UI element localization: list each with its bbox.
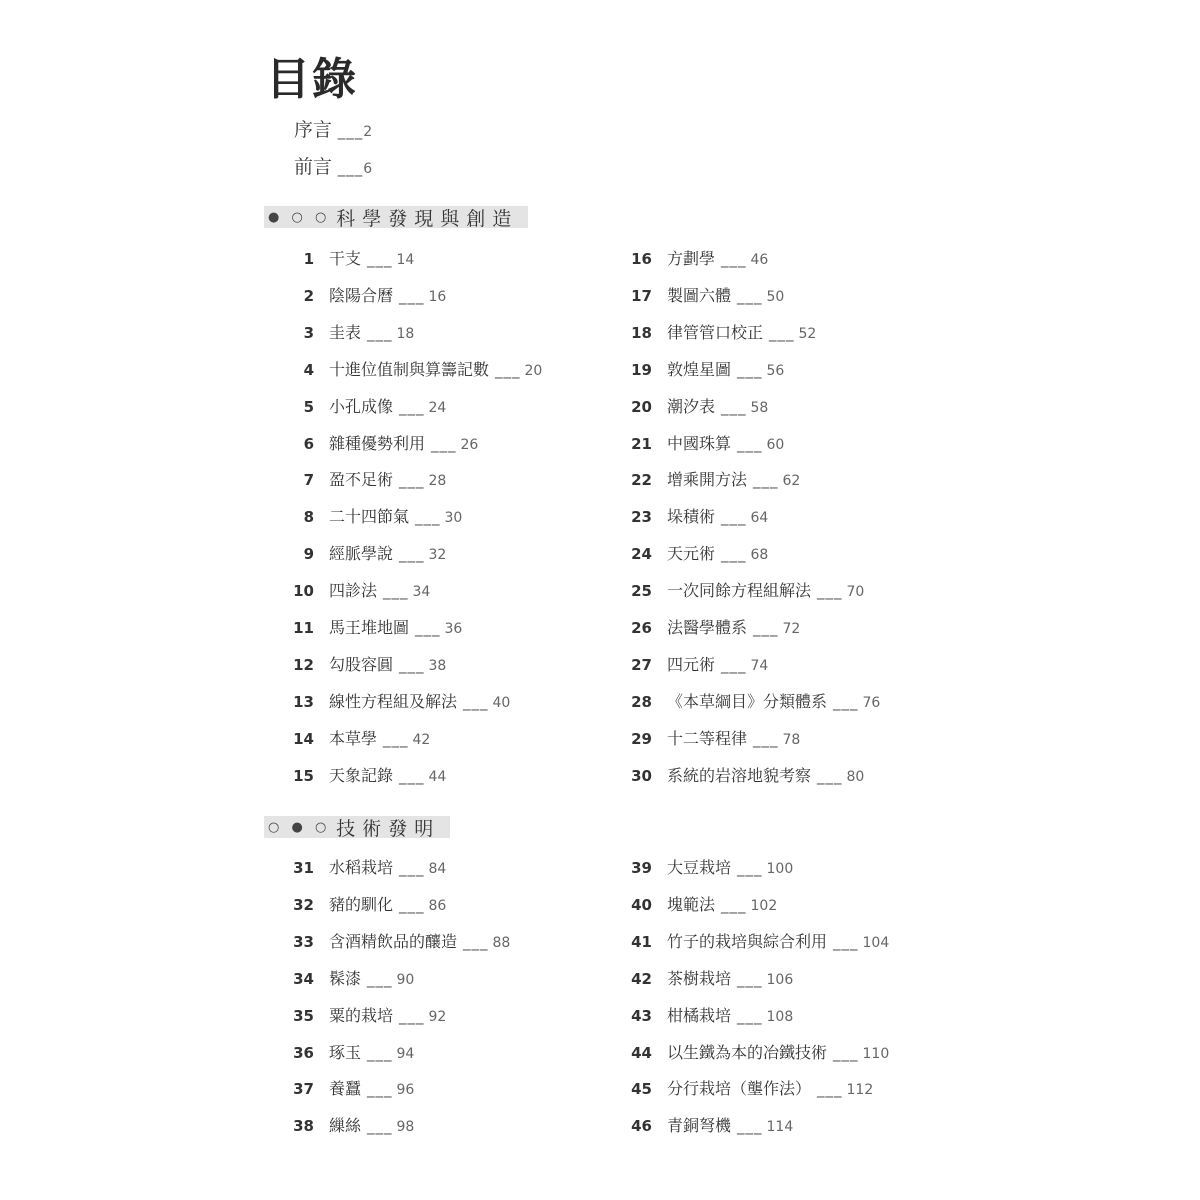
toc-entry[interactable] <box>626 431 784 455</box>
toc-entry[interactable] <box>626 1040 889 1064</box>
entry-number: 3 <box>303 323 314 342</box>
pre-entry[interactable] <box>294 118 372 144</box>
leader-line: ___ <box>367 1043 393 1062</box>
entry-title: 天象記錄 <box>329 765 394 785</box>
entry-title: 竹子的栽培與綜合利用 <box>667 931 828 951</box>
toc-entry[interactable] <box>626 892 777 916</box>
entry-title: 水稻栽培 <box>329 858 394 877</box>
entry-number: 29 <box>631 729 652 748</box>
entry-title: 增乘開方法 <box>667 470 748 490</box>
page-number: 30 <box>444 510 463 527</box>
toc-entry[interactable] <box>288 283 446 307</box>
toc-entry[interactable] <box>288 394 446 418</box>
leader-line: ___ <box>399 766 425 785</box>
leader-line: ___ <box>721 655 747 674</box>
entry-title: 中國珠算 <box>667 433 732 453</box>
leader-line: ___ <box>332 159 364 177</box>
page-number: 80 <box>846 768 865 785</box>
leader-line: ___ <box>415 619 441 637</box>
toc-entry[interactable] <box>288 1076 414 1100</box>
page-number: 74 <box>750 657 769 674</box>
page-number: 70 <box>846 584 865 601</box>
section-header <box>264 816 450 838</box>
pre-entry-title: 前言 <box>294 156 333 178</box>
entry-title: 盈不足術 <box>329 470 394 490</box>
entry-title: 方劃學 <box>667 249 716 268</box>
entry-number: 14 <box>293 729 314 748</box>
page-number: 86 <box>428 897 447 914</box>
toc-entry[interactable] <box>288 431 478 455</box>
toc-entry[interactable] <box>288 892 446 916</box>
entry-number: 2 <box>303 286 314 305</box>
leader-line: ___ <box>753 471 779 490</box>
entry-number: 39 <box>631 859 652 877</box>
entry-number: 24 <box>631 545 652 564</box>
entry-title: 髹漆 <box>329 968 362 988</box>
leader-line: ___ <box>399 286 425 305</box>
toc-entry[interactable] <box>626 504 768 528</box>
leader-line: ___ <box>817 582 843 601</box>
entry-number: 15 <box>293 766 314 785</box>
leader-line: ___ <box>463 692 489 711</box>
page-number: 94 <box>396 1045 415 1062</box>
toc-entry[interactable] <box>288 652 446 676</box>
entry-title: 分行栽培（壟作法） <box>667 1079 812 1099</box>
section-title: 技術發明 <box>336 817 441 840</box>
page-number: 20 <box>524 362 543 379</box>
entry-number: 16 <box>631 250 652 268</box>
entry-number: 36 <box>293 1043 314 1062</box>
page-number: 28 <box>428 473 447 490</box>
entry-title: 天元術 <box>667 544 716 564</box>
entry-number: 22 <box>631 471 652 490</box>
toc-entry[interactable] <box>626 689 880 713</box>
page-number: 112 <box>846 1082 874 1099</box>
page-number: 36 <box>444 621 463 637</box>
leader-line: ___ <box>817 1080 843 1099</box>
leader-line: ___ <box>367 1080 393 1099</box>
entry-title: 四元術 <box>667 654 716 674</box>
entry-number: 43 <box>631 1006 652 1025</box>
leader-line: ___ <box>737 969 763 988</box>
page-number: 92 <box>428 1008 447 1025</box>
page-number: 90 <box>396 971 415 988</box>
toc-entry[interactable] <box>626 246 768 270</box>
entry-number: 1 <box>303 250 314 268</box>
page-number: 108 <box>766 1008 794 1025</box>
section-header <box>264 206 528 228</box>
page-number: 46 <box>750 252 769 268</box>
page-number: 16 <box>428 288 447 305</box>
entry-title: 干支 <box>329 249 362 268</box>
entry-number: 38 <box>293 1117 314 1136</box>
leader-line: ___ <box>399 655 425 674</box>
leader-line: ___ <box>721 508 747 527</box>
entry-title: 敦煌星圖 <box>667 359 732 379</box>
entry-title: 陰陽合曆 <box>329 285 394 305</box>
leader-line: ___ <box>721 397 747 416</box>
entry-number: 26 <box>631 619 652 637</box>
pre-entry[interactable] <box>294 155 372 181</box>
entry-number: 45 <box>631 1080 652 1099</box>
toc-entry[interactable] <box>288 1113 414 1137</box>
entry-number: 23 <box>631 508 652 527</box>
entry-number: 10 <box>293 582 314 601</box>
entry-title: 垛積術 <box>667 507 716 527</box>
entry-number: 34 <box>293 969 314 988</box>
toc-entry[interactable] <box>626 320 816 344</box>
leader-line: ___ <box>721 545 747 564</box>
section-marker-dots: ● ○ ○ <box>268 209 331 225</box>
page-number: 60 <box>766 436 785 453</box>
page-number: 102 <box>750 897 778 914</box>
leader-line: ___ <box>721 895 747 914</box>
toc-entry[interactable] <box>288 726 430 750</box>
entry-title: 製圖六體 <box>667 285 732 305</box>
page-number: 100 <box>766 861 794 877</box>
entry-title: 豬的馴化 <box>329 894 394 914</box>
toc-entry[interactable] <box>626 394 768 418</box>
entry-number: 9 <box>303 545 314 564</box>
toc-entry[interactable] <box>288 578 430 602</box>
entry-title: 琢玉 <box>329 1042 362 1062</box>
entry-title: 潮汐表 <box>667 396 716 416</box>
page-title: 目錄 <box>266 54 358 105</box>
leader-line: ___ <box>769 323 795 342</box>
entry-number: 4 <box>303 360 314 379</box>
entry-number: 25 <box>631 582 652 601</box>
entry-title: 繅絲 <box>329 1116 362 1136</box>
entry-title: 律管管口校正 <box>667 322 764 342</box>
entry-number: 20 <box>631 397 652 416</box>
toc-entry[interactable] <box>288 689 510 713</box>
entry-number: 6 <box>303 434 314 453</box>
entry-number: 44 <box>631 1043 652 1062</box>
page-number: 88 <box>492 934 511 951</box>
toc-entry[interactable] <box>288 855 446 879</box>
entry-title: 茶樹栽培 <box>667 968 732 988</box>
leader-line: ___ <box>399 859 425 877</box>
entry-title: 四診法 <box>329 581 378 601</box>
entry-title: 馬王堆地圖 <box>329 618 410 637</box>
entry-title: 經脈學說 <box>329 544 394 564</box>
page-number: 84 <box>428 861 447 877</box>
page-number: 76 <box>862 694 881 711</box>
entry-number: 31 <box>293 859 314 877</box>
entry-title: 勾股容圓 <box>329 654 394 674</box>
toc-entry[interactable] <box>288 1003 446 1027</box>
entry-number: 12 <box>293 655 314 674</box>
toc-entry[interactable] <box>288 929 510 953</box>
entry-number: 40 <box>631 895 652 914</box>
page-number: 104 <box>862 934 890 951</box>
entry-title: 十進位值制與算籌記數 <box>329 359 490 379</box>
entry-number: 41 <box>631 932 652 951</box>
toc-entry[interactable] <box>626 615 800 639</box>
toc-entry[interactable] <box>288 357 542 381</box>
leader-line: ___ <box>399 545 425 564</box>
entry-number: 19 <box>631 360 652 379</box>
page-number: 78 <box>782 731 801 748</box>
pre-entry-title: 序言 <box>294 119 333 141</box>
leader-line: ___ <box>737 1006 763 1025</box>
toc-entry[interactable] <box>626 541 768 565</box>
page-number: 38 <box>428 657 447 674</box>
entry-number: 18 <box>631 323 652 342</box>
entry-number: 8 <box>303 508 314 527</box>
toc-entry[interactable] <box>288 541 446 565</box>
entry-number: 35 <box>293 1006 314 1025</box>
toc-entry[interactable] <box>288 615 462 639</box>
leader-line: ___ <box>332 122 364 140</box>
entry-title: 十二等程律 <box>667 728 748 748</box>
leader-line: ___ <box>833 1043 859 1062</box>
page-number: 6 <box>363 161 373 177</box>
page-number: 44 <box>428 768 447 785</box>
entry-title: 以生鐵為本的冶鐵技術 <box>667 1042 828 1062</box>
entry-title: 塊範法 <box>667 894 716 914</box>
leader-line: ___ <box>737 1117 763 1136</box>
toc-entry[interactable] <box>288 1040 414 1064</box>
page-number: 96 <box>396 1082 415 1099</box>
entry-number: 33 <box>293 932 314 951</box>
entry-number: 46 <box>631 1117 652 1136</box>
leader-line: ___ <box>399 471 425 490</box>
page-number: 40 <box>492 694 511 711</box>
toc-entry[interactable] <box>288 320 414 344</box>
section-title: 科學發現與創造 <box>336 207 519 230</box>
toc-entry[interactable] <box>626 1113 793 1137</box>
page-number: 110 <box>862 1045 890 1062</box>
toc-entry[interactable] <box>626 763 864 787</box>
entry-title: 大豆栽培 <box>667 858 732 877</box>
entry-title: 雜種優勢利用 <box>329 433 426 453</box>
leader-line: ___ <box>399 397 425 416</box>
leader-line: ___ <box>415 508 441 527</box>
leader-line: ___ <box>817 766 843 785</box>
toc-entry[interactable] <box>626 855 793 879</box>
leader-line: ___ <box>833 692 859 711</box>
entry-title: 青銅弩機 <box>667 1116 732 1136</box>
section-marker-dots: ○ ● ○ <box>268 819 331 835</box>
leader-line: ___ <box>367 323 393 342</box>
entry-title: 本草學 <box>329 728 378 748</box>
leader-line: ___ <box>737 434 763 453</box>
toc-entry[interactable] <box>626 929 889 953</box>
toc-entry[interactable] <box>626 1003 793 1027</box>
entry-title: 線性方程組及解法 <box>329 691 458 711</box>
toc-entry[interactable] <box>288 966 414 990</box>
leader-line: ___ <box>383 582 409 601</box>
entry-title: 含酒精飲品的釀造 <box>329 931 458 951</box>
leader-line: ___ <box>367 250 393 268</box>
leader-line: ___ <box>367 969 393 988</box>
page-number: 50 <box>766 288 785 305</box>
toc-entry[interactable] <box>288 763 446 787</box>
entry-number: 17 <box>631 286 652 305</box>
leader-line: ___ <box>737 286 763 305</box>
toc-entry[interactable] <box>626 726 800 750</box>
leader-line: ___ <box>383 729 409 748</box>
entry-number: 30 <box>631 766 652 785</box>
toc-entry[interactable] <box>626 283 784 307</box>
entry-title: 二十四節氣 <box>329 507 410 527</box>
page-number: 32 <box>428 547 447 564</box>
entry-number: 11 <box>293 619 314 637</box>
leader-line: ___ <box>753 729 779 748</box>
entry-number: 28 <box>631 692 652 711</box>
entry-title: 一次同餘方程組解法 <box>667 581 812 601</box>
page-number: 72 <box>782 621 801 637</box>
entry-number: 37 <box>293 1080 314 1099</box>
page-number: 24 <box>428 399 447 416</box>
toc-entry[interactable] <box>626 1076 873 1100</box>
page-number: 62 <box>782 473 801 490</box>
page-number: 106 <box>766 971 794 988</box>
toc-entry[interactable] <box>288 467 446 491</box>
leader-line: ___ <box>431 434 457 453</box>
page-number: 64 <box>750 510 769 527</box>
leader-line: ___ <box>721 250 747 268</box>
page-number: 34 <box>412 584 431 601</box>
page-number: 14 <box>396 252 415 268</box>
entry-title: 粟的栽培 <box>329 1005 394 1025</box>
page-number: 42 <box>412 731 431 748</box>
toc-entry[interactable] <box>288 504 462 528</box>
entry-title: 系統的岩溶地貌考察 <box>667 765 812 785</box>
entry-title: 柑橘栽培 <box>667 1005 732 1025</box>
entry-title: 圭表 <box>329 322 362 342</box>
page-number: 68 <box>750 547 769 564</box>
entry-number: 13 <box>293 692 314 711</box>
page-number: 114 <box>766 1119 794 1136</box>
page-number: 98 <box>396 1119 415 1136</box>
entry-title: 《本草綱目》分類體系 <box>667 691 828 711</box>
toc-entry[interactable] <box>626 357 784 381</box>
toc-entry[interactable] <box>626 467 800 491</box>
entry-number: 42 <box>631 969 652 988</box>
toc-entry[interactable] <box>626 578 864 602</box>
leader-line: ___ <box>399 895 425 914</box>
page-number: 58 <box>750 399 769 416</box>
toc-entry[interactable] <box>626 966 793 990</box>
entry-number: 32 <box>293 895 314 914</box>
leader-line: ___ <box>463 932 489 951</box>
entry-title: 小孔成像 <box>329 396 394 416</box>
entry-title: 法醫學體系 <box>667 618 748 637</box>
page-number: 56 <box>766 362 785 379</box>
entry-title: 養蠶 <box>329 1079 362 1099</box>
entry-number: 5 <box>303 397 314 416</box>
toc-entry[interactable] <box>626 652 768 676</box>
leader-line: ___ <box>737 360 763 379</box>
page-number: 26 <box>460 436 479 453</box>
leader-line: ___ <box>367 1117 393 1136</box>
page-number: 52 <box>798 325 817 342</box>
page-number: 18 <box>396 325 415 342</box>
leader-line: ___ <box>399 1006 425 1025</box>
leader-line: ___ <box>737 859 763 877</box>
toc-entry[interactable] <box>288 246 414 270</box>
leader-line: ___ <box>833 932 859 951</box>
entry-number: 7 <box>303 471 314 490</box>
entry-number: 27 <box>631 655 652 674</box>
leader-line: ___ <box>495 360 521 379</box>
leader-line: ___ <box>753 619 779 637</box>
entry-number: 21 <box>631 434 652 453</box>
page-number: 2 <box>363 124 373 140</box>
